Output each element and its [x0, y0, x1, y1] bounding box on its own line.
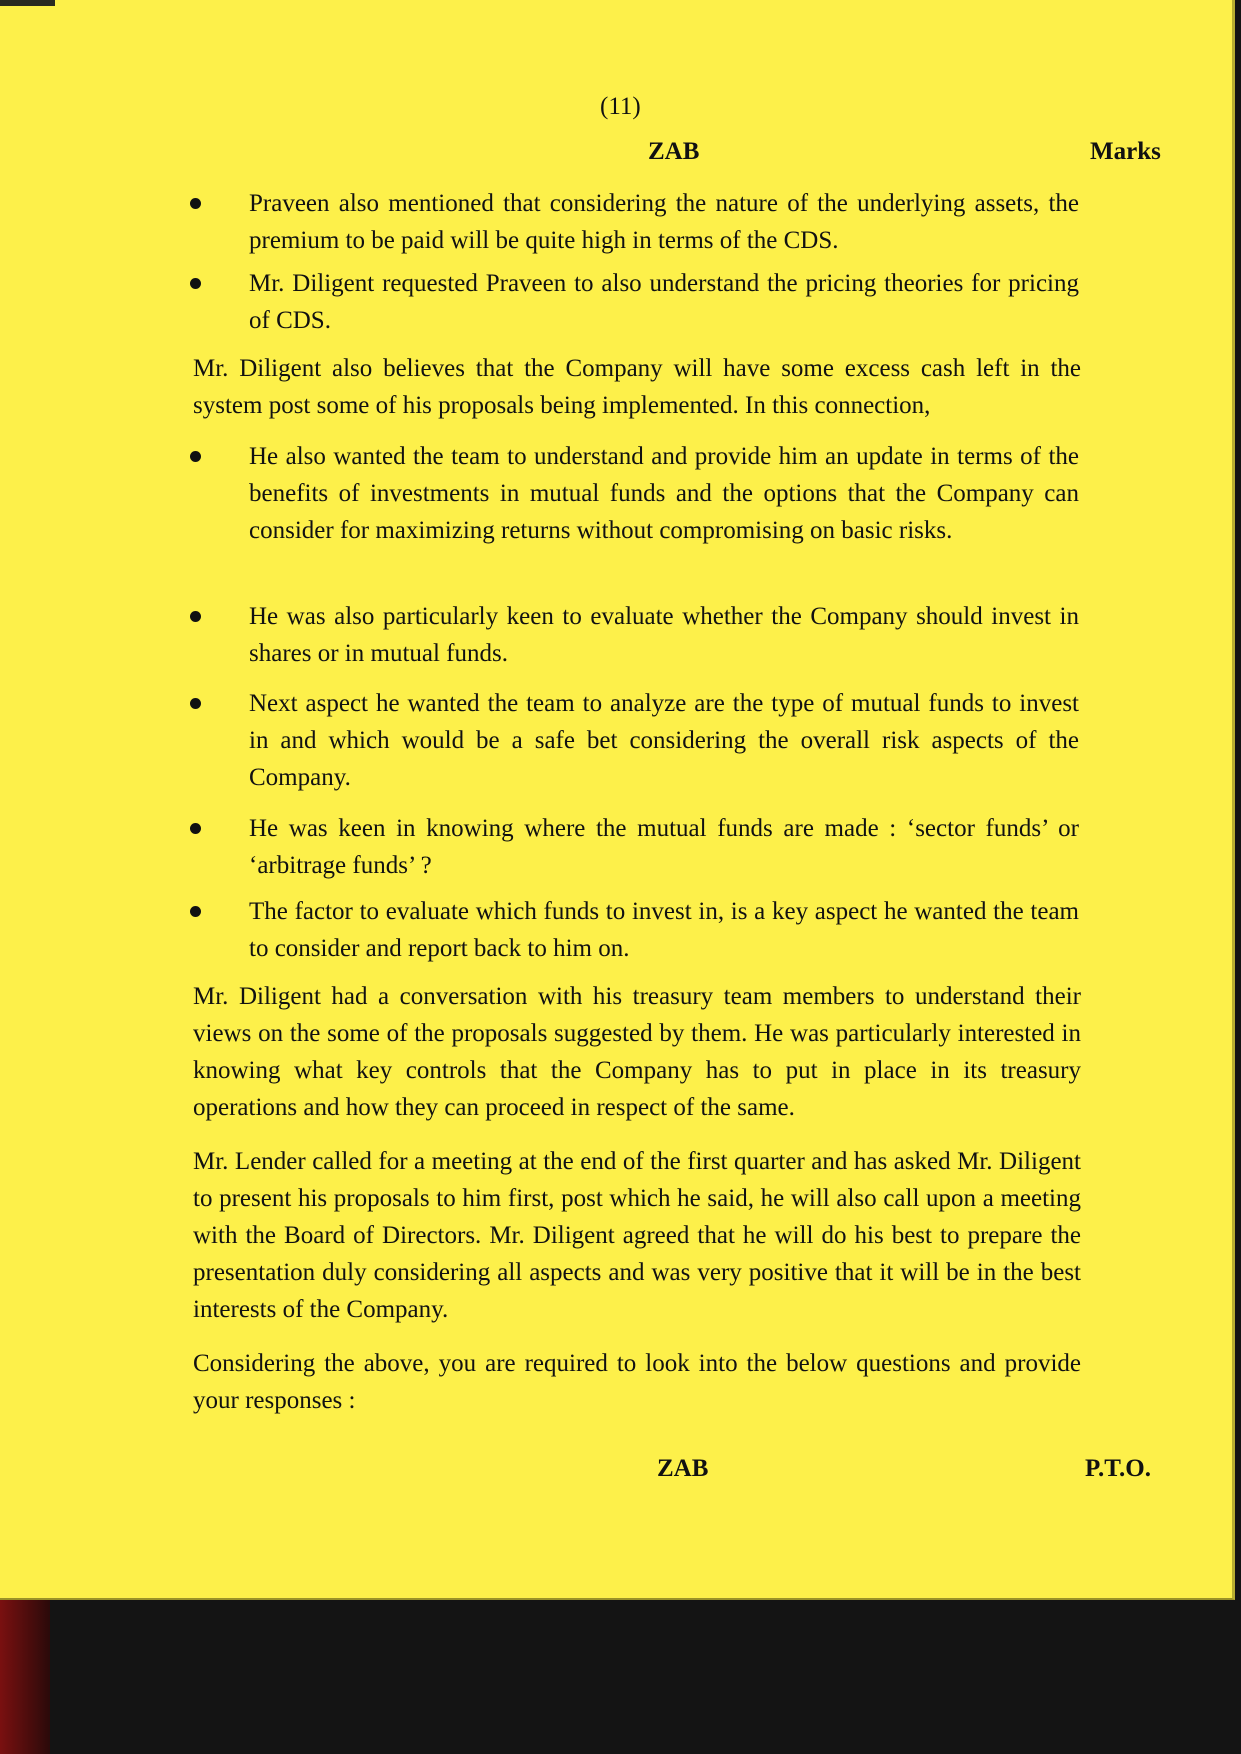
- footer-paper-code: ZAB: [657, 1455, 709, 1482]
- bullet-text: Praveen also mentioned that considering the nature of the underlying assets, the premium to be paid will be quite high in terms of the CDS.: [249, 190, 1079, 254]
- bullet-icon: [190, 906, 201, 917]
- red-edge-decoration: [0, 1600, 50, 1754]
- paragraph-excess-cash: Mr. Diligent also believes that the Company will have some excess cash left in the system post some of his proposals being implemented. In this connection,: [193, 355, 1081, 419]
- bullet-icon: [190, 698, 201, 709]
- paragraph-instructions: Considering the above, you are required to look into the below questions and provide your responses :: [193, 1350, 1081, 1414]
- top-edge-line: [0, 0, 55, 6]
- paragraph-lender-meeting: Mr. Lender called for a meeting at the end of the first quarter and has asked Mr. Diligent to present his proposals to him first, post which he said, he will also call upon a meeting with the Board of Directors. Mr. Diligent agreed that he will do his best to prepare the presentation duly considering all aspects and was very positive that it will be in the best interests of the Company.: [193, 1148, 1081, 1323]
- page-number: (11): [600, 93, 641, 120]
- footer-pto: P.T.O.: [1085, 1455, 1151, 1482]
- bullet-icon: [190, 198, 201, 209]
- header-marks-label: Marks: [1090, 138, 1161, 165]
- bullet-icon: [190, 823, 201, 834]
- bullet-icon: [190, 278, 201, 289]
- bullet-text: The factor to evaluate which funds to invest in, is a key aspect he wanted the team to consider and report back to him on.: [249, 898, 1079, 962]
- bullet-icon: [190, 611, 201, 622]
- bullet-text: He was also particularly keen to evaluate whether the Company should invest in shares or in mutual funds.: [249, 603, 1079, 667]
- bullet-text: Next aspect he wanted the team to analyze are the type of mutual funds to invest in and which would be a safe bet considering the overall risk aspects of the Company.: [249, 690, 1079, 791]
- header-paper-code: ZAB: [648, 138, 700, 165]
- bullet-text: Mr. Diligent requested Praveen to also understand the pricing theories for pricing of CDS.: [249, 270, 1079, 334]
- bullet-text: He was keen in knowing where the mutual funds are made : ‘sector funds’ or ‘arbitrage funds’ ?: [249, 815, 1079, 879]
- paragraph-treasury-team: Mr. Diligent had a conversation with his treasury team members to understand their views on the some of the proposals suggested by them. He was particularly interested in knowing what key controls that the Company has to put in place in its treasury operations and how they can proceed in respect of the same.: [193, 983, 1081, 1121]
- bullet-text: He also wanted the team to understand and provide him an update in terms of the benefits of investments in mutual funds and the options that the Company can consider for maximizing returns without compromising on basic risks.: [249, 443, 1079, 544]
- bullet-icon: [190, 451, 201, 462]
